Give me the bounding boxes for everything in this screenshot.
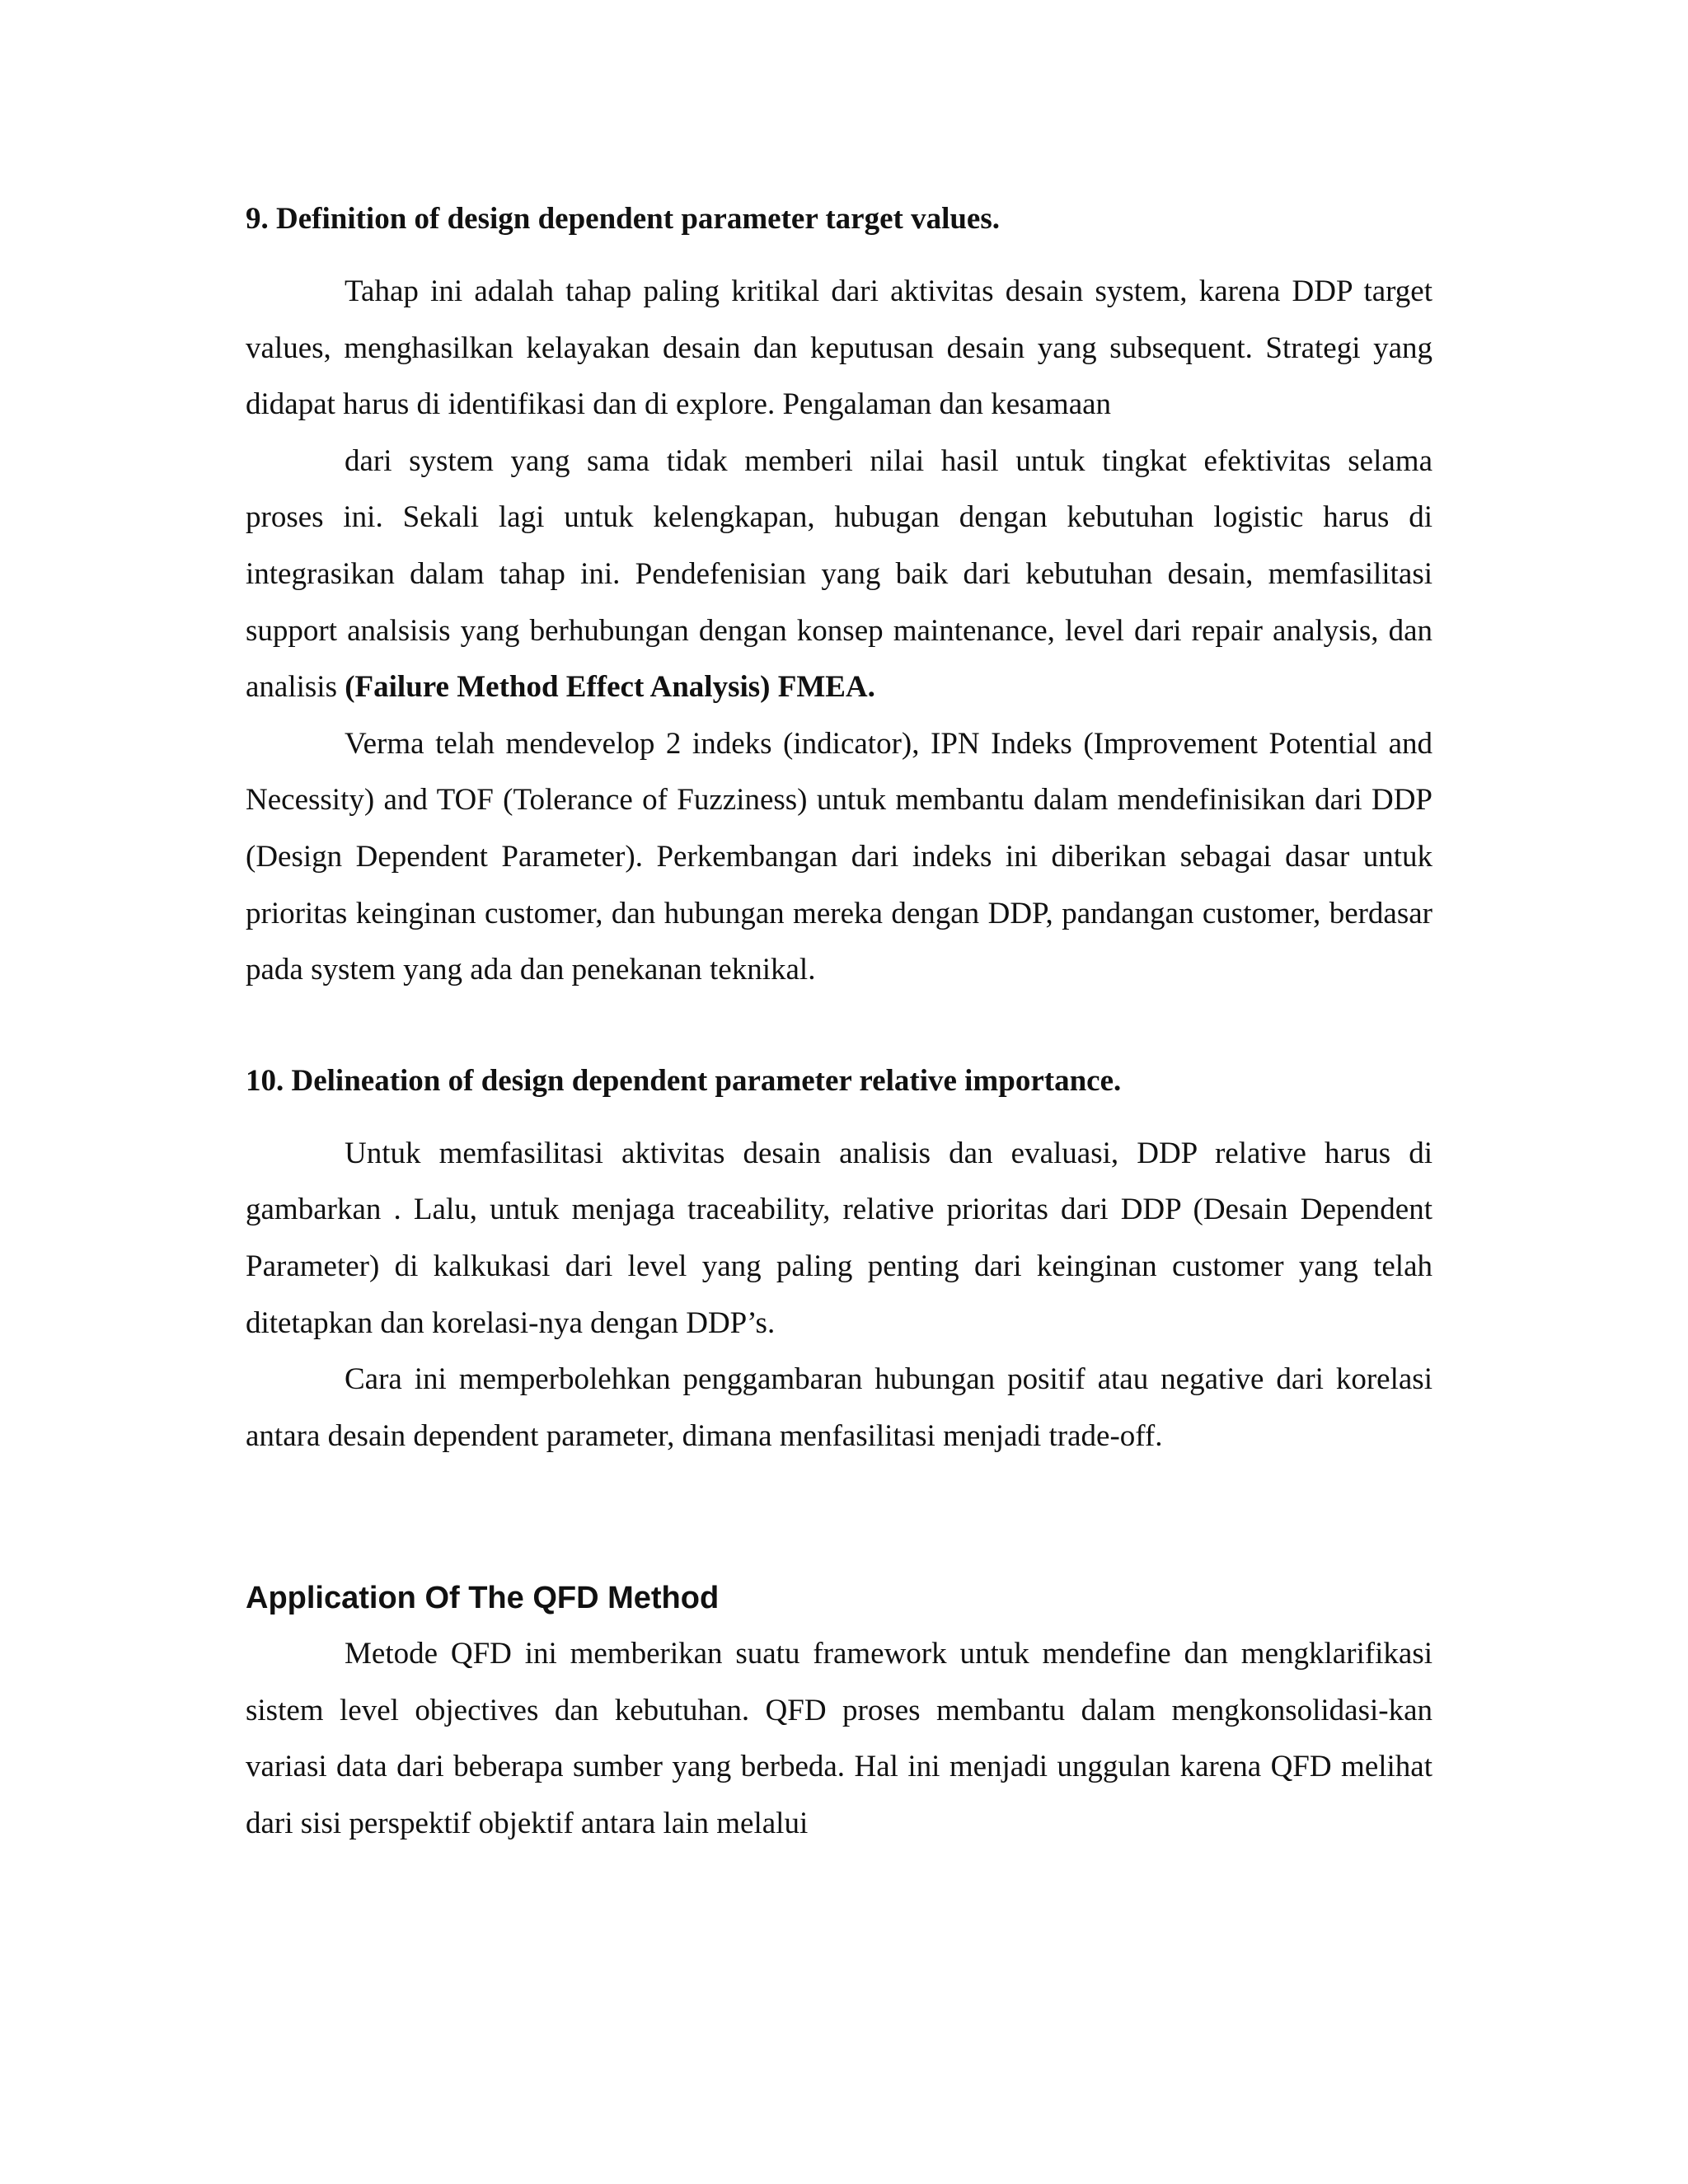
spacer — [246, 247, 1432, 264]
section-10-heading: 10. Delineation of design dependent parameter relative importance. — [246, 1063, 1122, 1098]
section-9-paragraph-1b — [246, 490, 1432, 715]
application-heading: Application Of The QFD Method — [246, 1581, 720, 1616]
document-page — [246, 191, 1432, 1853]
section-10-paragraph-1: Untuk memfasilitasi aktivitas desain analisis dan evaluasi, DDP relative harus di gambarkan . Lalu, untuk menjaga traceability, relative prioritas dari DDP (Desain Dependent Parameter) di kalkukasi dari level yang paling penting dari keinginan customer yang telah ditetapkan dan korelasi-nya dengan DDP’s. — [246, 1136, 1432, 1340]
section-10-paragraph-2: Cara ini memperbolehkan penggambaran hubungan positif atau negative dari korelasi antara desain dependent parameter, dimana menfasilitasi menjadi trade-off. — [246, 1362, 1432, 1453]
spacer — [246, 999, 1432, 1053]
application-paragraph-1: Metode QFD ini memberikan suatu framework untuk mendefine dan mengklarifikasi sistem level objectives dan kebutuhan. QFD proses membantu dalam mengkonsolidasi-kan variasi data dari beberapa sumber yang berbeda. Hal ini menjadi unggulan karena QFD melihat dari sisi perspektif objektif antara lain melalui — [246, 1637, 1432, 1841]
section-9-paragraph-2: Verma telah mendevelop 2 indeks (indicator), IPN Indeks (Improvement Potential and Necessity) and TOF (Tolerance of Fuzziness) untuk membantu dalam mendefinisikan dari DDP (Design Dependent Parameter). Perkembangan dari indeks ini diberikan sebagai dasar untuk prioritas keinginan customer, dan hubungan mereka dengan DDP, pandangan customer, berdasar pada system yang ada dan penekanan teknikal. — [246, 726, 1432, 987]
spacer — [246, 1465, 1432, 1570]
section-9-paragraph-1b-text: proses ini. Sekali lagi untuk kelengkapan, hubugan dengan kebutuhan logistic harus di integrasikan dalam tahap ini. Pendefenisian yang baik dari kebutuhan desain, memfasilitasi support analsisis yang berhubungan dengan konsep maintenance, level dari repair analysis, dan analisis — [246, 500, 1432, 705]
fmea-bold-text: (Failure Method Effect Analysis) FMEA. — [345, 670, 875, 705]
spacer — [246, 1109, 1432, 1126]
section-9-heading: 9. Definition of design dependent parameter target values. — [246, 202, 1000, 236]
section-9-paragraph-1a: Tahap ini adalah tahap paling kritikal dari aktivitas desain system, karena DDP target values, menghasilkan kelayakan desain dan keputusan desain yang subsequent. Strategi yang didapat harus di identifikasi dan di explore. Pengalaman dan kesamaan — [246, 274, 1432, 422]
section-9-paragraph-1-hanging-line: dari system yang sama tidak memberi nilai hasil untuk tingkat efektivitas selama — [345, 443, 1432, 478]
